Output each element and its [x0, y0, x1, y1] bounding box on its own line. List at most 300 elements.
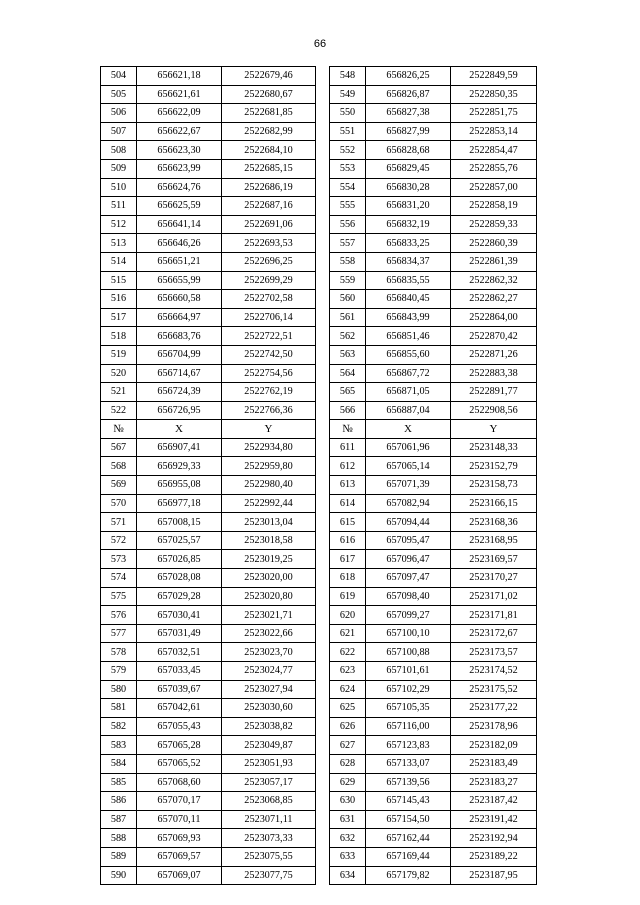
x-coordinate-cell: 657032,51 [137, 643, 222, 662]
column-gap [316, 252, 330, 271]
x-coordinate-cell: 656622,09 [137, 104, 222, 123]
point-number-cell: 507 [101, 122, 137, 141]
x-coordinate-cell: 656704,99 [137, 345, 222, 364]
x-coordinate-cell: 656714,67 [137, 364, 222, 383]
x-coordinate-cell: 657116,00 [366, 717, 451, 736]
table-row [101, 476, 537, 495]
x-coordinate-cell: 657139,56 [366, 773, 451, 792]
column-gap [316, 754, 330, 773]
point-number-cell: 578 [101, 643, 137, 662]
table-row [101, 271, 537, 290]
point-number-cell: 629 [330, 773, 366, 792]
x-coordinate-cell: 656724,39 [137, 383, 222, 402]
header-row [101, 420, 537, 439]
point-number-cell: 632 [330, 829, 366, 848]
column-header-x: X [137, 420, 222, 439]
point-number-cell: 559 [330, 271, 366, 290]
y-coordinate-cell: 2522870,42 [451, 327, 537, 346]
x-coordinate-cell: 657179,82 [366, 866, 451, 885]
y-coordinate-cell: 2523183,27 [451, 773, 537, 792]
table-row [101, 829, 537, 848]
y-coordinate-cell: 2523171,02 [451, 587, 537, 606]
point-number-cell: 624 [330, 680, 366, 699]
table-row [101, 401, 537, 420]
point-number-cell: 583 [101, 736, 137, 755]
y-coordinate-cell: 2522858,19 [451, 197, 537, 216]
y-coordinate-cell: 2523018,58 [222, 531, 316, 550]
column-gap [316, 159, 330, 178]
y-coordinate-cell: 2523158,73 [451, 476, 537, 495]
y-coordinate-cell: 2522853,14 [451, 122, 537, 141]
y-coordinate-cell: 2523027,94 [222, 680, 316, 699]
x-coordinate-cell: 657169,44 [366, 847, 451, 866]
point-number-cell: 627 [330, 736, 366, 755]
x-coordinate-cell: 656833,25 [366, 234, 451, 253]
column-gap [316, 680, 330, 699]
y-coordinate-cell: 2523177,22 [451, 699, 537, 718]
y-coordinate-cell: 2523021,71 [222, 606, 316, 625]
point-number-cell: 580 [101, 680, 137, 699]
point-number-cell: 622 [330, 643, 366, 662]
x-coordinate-cell: 656827,99 [366, 122, 451, 141]
x-coordinate-cell: 657029,28 [137, 587, 222, 606]
y-coordinate-cell: 2522864,00 [451, 308, 537, 327]
y-coordinate-cell: 2522693,53 [222, 234, 316, 253]
point-number-cell: 576 [101, 606, 137, 625]
y-coordinate-cell: 2523057,17 [222, 773, 316, 792]
x-coordinate-cell: 657100,88 [366, 643, 451, 662]
column-gap [316, 290, 330, 309]
y-coordinate-cell: 2522766,36 [222, 401, 316, 420]
point-number-cell: 574 [101, 569, 137, 588]
point-number-cell: 569 [101, 476, 137, 495]
y-coordinate-cell: 2523148,33 [451, 438, 537, 457]
table-row [101, 643, 537, 662]
column-gap [316, 569, 330, 588]
y-coordinate-cell: 2522682,99 [222, 122, 316, 141]
x-coordinate-cell: 656625,59 [137, 197, 222, 216]
table-row [101, 159, 537, 178]
point-number-cell: 577 [101, 624, 137, 643]
point-number-cell: 630 [330, 792, 366, 811]
point-number-cell: 581 [101, 699, 137, 718]
y-coordinate-cell: 2522849,59 [451, 67, 537, 86]
x-coordinate-cell: 657101,61 [366, 662, 451, 681]
x-coordinate-cell: 656621,18 [137, 67, 222, 86]
column-gap [316, 383, 330, 402]
y-coordinate-cell: 2523168,95 [451, 531, 537, 550]
point-number-cell: 554 [330, 178, 366, 197]
table-row [101, 717, 537, 736]
y-coordinate-cell: 2523170,27 [451, 569, 537, 588]
column-gap [316, 438, 330, 457]
y-coordinate-cell: 2522992,44 [222, 494, 316, 513]
point-number-cell: 522 [101, 401, 137, 420]
x-coordinate-cell: 656977,18 [137, 494, 222, 513]
x-coordinate-cell: 657028,08 [137, 569, 222, 588]
point-number-cell: 625 [330, 699, 366, 718]
x-coordinate-cell: 657070,11 [137, 810, 222, 829]
x-coordinate-cell: 657082,94 [366, 494, 451, 513]
x-coordinate-cell: 657008,15 [137, 513, 222, 532]
point-number-cell: 613 [330, 476, 366, 495]
x-coordinate-cell: 656623,30 [137, 141, 222, 160]
column-header-y: Y [222, 420, 316, 439]
column-gap [316, 476, 330, 495]
y-coordinate-cell: 2523038,82 [222, 717, 316, 736]
point-number-cell: 584 [101, 754, 137, 773]
x-coordinate-cell: 657099,27 [366, 606, 451, 625]
y-coordinate-cell: 2523024,77 [222, 662, 316, 681]
table-row [101, 847, 537, 866]
x-coordinate-cell: 657145,43 [366, 792, 451, 811]
point-number-cell: 515 [101, 271, 137, 290]
point-number-cell: 579 [101, 662, 137, 681]
y-coordinate-cell: 2523068,85 [222, 792, 316, 811]
point-number-cell: 618 [330, 569, 366, 588]
column-gap [316, 847, 330, 866]
column-gap [316, 531, 330, 550]
column-gap [316, 662, 330, 681]
point-number-cell: 508 [101, 141, 137, 160]
x-coordinate-cell: 656832,19 [366, 215, 451, 234]
point-number-cell: 586 [101, 792, 137, 811]
column-gap [316, 457, 330, 476]
point-number-cell: 626 [330, 717, 366, 736]
table-row [101, 569, 537, 588]
point-number-cell: 563 [330, 345, 366, 364]
x-coordinate-cell: 656867,72 [366, 364, 451, 383]
x-coordinate-cell: 656683,76 [137, 327, 222, 346]
x-coordinate-cell: 657105,35 [366, 699, 451, 718]
x-coordinate-cell: 657102,29 [366, 680, 451, 699]
y-coordinate-cell: 2523051,93 [222, 754, 316, 773]
x-coordinate-cell: 657069,07 [137, 866, 222, 885]
y-coordinate-cell: 2523171,81 [451, 606, 537, 625]
y-coordinate-cell: 2522722,51 [222, 327, 316, 346]
x-coordinate-cell: 657030,41 [137, 606, 222, 625]
x-coordinate-cell: 657039,67 [137, 680, 222, 699]
y-coordinate-cell: 2522685,15 [222, 159, 316, 178]
point-number-cell: 587 [101, 810, 137, 829]
y-coordinate-cell: 2522861,39 [451, 252, 537, 271]
point-number-cell: 566 [330, 401, 366, 420]
point-number-cell: 611 [330, 438, 366, 457]
y-coordinate-cell: 2523020,80 [222, 587, 316, 606]
x-coordinate-cell: 656664,97 [137, 308, 222, 327]
table-row [101, 680, 537, 699]
y-coordinate-cell: 2523019,25 [222, 550, 316, 569]
x-coordinate-cell: 657095,47 [366, 531, 451, 550]
x-coordinate-cell: 656955,08 [137, 476, 222, 495]
point-number-cell: 571 [101, 513, 137, 532]
x-coordinate-cell: 656826,25 [366, 67, 451, 86]
x-coordinate-cell: 657070,17 [137, 792, 222, 811]
column-gap [316, 494, 330, 513]
column-gap [316, 606, 330, 625]
x-coordinate-cell: 657068,60 [137, 773, 222, 792]
column-gap [316, 345, 330, 364]
table-row [101, 308, 537, 327]
column-gap [316, 308, 330, 327]
point-number-cell: 516 [101, 290, 137, 309]
point-number-cell: 617 [330, 550, 366, 569]
column-gap [316, 736, 330, 755]
point-number-cell: 557 [330, 234, 366, 253]
column-header-y: Y [451, 420, 537, 439]
x-coordinate-cell: 656851,46 [366, 327, 451, 346]
point-number-cell: 504 [101, 67, 137, 86]
page-number: 66 [313, 38, 327, 50]
x-coordinate-cell: 657154,50 [366, 810, 451, 829]
y-coordinate-cell: 2522857,00 [451, 178, 537, 197]
y-coordinate-cell: 2523191,42 [451, 810, 537, 829]
column-gap [316, 364, 330, 383]
table-row [101, 494, 537, 513]
column-header-x: X [366, 420, 451, 439]
y-coordinate-cell: 2523073,33 [222, 829, 316, 848]
x-coordinate-cell: 656827,38 [366, 104, 451, 123]
x-coordinate-cell: 656843,99 [366, 308, 451, 327]
column-gap [316, 327, 330, 346]
y-coordinate-cell: 2523022,66 [222, 624, 316, 643]
x-coordinate-cell: 657069,93 [137, 829, 222, 848]
column-header-num: № [330, 420, 366, 439]
point-number-cell: 517 [101, 308, 137, 327]
table-row [101, 122, 537, 141]
point-number-cell: 621 [330, 624, 366, 643]
x-coordinate-cell: 656651,21 [137, 252, 222, 271]
column-gap [316, 624, 330, 643]
point-number-cell: 582 [101, 717, 137, 736]
table-row [101, 736, 537, 755]
table-row [101, 252, 537, 271]
y-coordinate-cell: 2523189,22 [451, 847, 537, 866]
point-number-cell: 633 [330, 847, 366, 866]
column-gap [316, 141, 330, 160]
y-coordinate-cell: 2522687,16 [222, 197, 316, 216]
y-coordinate-cell: 2523071,11 [222, 810, 316, 829]
point-number-cell: 551 [330, 122, 366, 141]
table-row [101, 754, 537, 773]
column-gap [316, 513, 330, 532]
table-row [101, 104, 537, 123]
point-number-cell: 614 [330, 494, 366, 513]
x-coordinate-cell: 656929,33 [137, 457, 222, 476]
column-gap [316, 699, 330, 718]
point-number-cell: 565 [330, 383, 366, 402]
point-number-cell: 585 [101, 773, 137, 792]
y-coordinate-cell: 2523168,36 [451, 513, 537, 532]
x-coordinate-cell: 656855,60 [366, 345, 451, 364]
column-gap [316, 773, 330, 792]
column-gap [316, 401, 330, 420]
y-coordinate-cell: 2522696,25 [222, 252, 316, 271]
y-coordinate-cell: 2522980,40 [222, 476, 316, 495]
table-row [101, 513, 537, 532]
x-coordinate-cell: 656622,67 [137, 122, 222, 141]
point-number-cell: 549 [330, 85, 366, 104]
point-number-cell: 560 [330, 290, 366, 309]
column-gap [316, 792, 330, 811]
point-number-cell: 548 [330, 67, 366, 86]
point-number-cell: 555 [330, 197, 366, 216]
x-coordinate-cell: 656840,45 [366, 290, 451, 309]
y-coordinate-cell: 2522691,06 [222, 215, 316, 234]
x-coordinate-cell: 656831,20 [366, 197, 451, 216]
point-number-cell: 513 [101, 234, 137, 253]
y-coordinate-cell: 2522684,10 [222, 141, 316, 160]
y-coordinate-cell: 2522860,39 [451, 234, 537, 253]
y-coordinate-cell: 2522699,29 [222, 271, 316, 290]
x-coordinate-cell: 657097,47 [366, 569, 451, 588]
column-gap [316, 234, 330, 253]
y-coordinate-cell: 2522855,76 [451, 159, 537, 178]
x-coordinate-cell: 657031,49 [137, 624, 222, 643]
y-coordinate-cell: 2522706,14 [222, 308, 316, 327]
x-coordinate-cell: 657133,07 [366, 754, 451, 773]
point-number-cell: 556 [330, 215, 366, 234]
y-coordinate-cell: 2523013,04 [222, 513, 316, 532]
x-coordinate-cell: 656907,41 [137, 438, 222, 457]
x-coordinate-cell: 657100,10 [366, 624, 451, 643]
y-coordinate-cell: 2523030,60 [222, 699, 316, 718]
point-number-cell: 552 [330, 141, 366, 160]
point-number-cell: 505 [101, 85, 137, 104]
x-coordinate-cell: 657042,61 [137, 699, 222, 718]
point-number-cell: 575 [101, 587, 137, 606]
column-gap [316, 122, 330, 141]
point-number-cell: 564 [330, 364, 366, 383]
column-gap [316, 829, 330, 848]
point-number-cell: 512 [101, 215, 137, 234]
y-coordinate-cell: 2523077,75 [222, 866, 316, 885]
table-row [101, 141, 537, 160]
x-coordinate-cell: 656828,68 [366, 141, 451, 160]
x-coordinate-cell: 656829,45 [366, 159, 451, 178]
y-coordinate-cell: 2523178,96 [451, 717, 537, 736]
point-number-cell: 521 [101, 383, 137, 402]
x-coordinate-cell: 657071,39 [366, 476, 451, 495]
point-number-cell: 511 [101, 197, 137, 216]
column-gap [316, 587, 330, 606]
x-coordinate-cell: 657065,28 [137, 736, 222, 755]
y-coordinate-cell: 2522850,35 [451, 85, 537, 104]
y-coordinate-cell: 2522851,75 [451, 104, 537, 123]
point-number-cell: 590 [101, 866, 137, 885]
y-coordinate-cell: 2522762,19 [222, 383, 316, 402]
y-coordinate-cell: 2523187,42 [451, 792, 537, 811]
table-row [101, 457, 537, 476]
y-coordinate-cell: 2522679,46 [222, 67, 316, 86]
table-row [101, 364, 537, 383]
point-number-cell: 620 [330, 606, 366, 625]
table-row [101, 866, 537, 885]
table-row [101, 699, 537, 718]
table-row [101, 67, 537, 86]
point-number-cell: 514 [101, 252, 137, 271]
y-coordinate-cell: 2522883,38 [451, 364, 537, 383]
y-coordinate-cell: 2523175,52 [451, 680, 537, 699]
x-coordinate-cell: 656621,61 [137, 85, 222, 104]
x-coordinate-cell: 656726,95 [137, 401, 222, 420]
coordinates-table [100, 66, 537, 885]
table-row [101, 438, 537, 457]
y-coordinate-cell: 2523183,49 [451, 754, 537, 773]
x-coordinate-cell: 657162,44 [366, 829, 451, 848]
table-row [101, 290, 537, 309]
y-coordinate-cell: 2523192,94 [451, 829, 537, 848]
point-number-cell: 558 [330, 252, 366, 271]
point-number-cell: 509 [101, 159, 137, 178]
point-number-cell: 615 [330, 513, 366, 532]
x-coordinate-cell: 656871,05 [366, 383, 451, 402]
y-coordinate-cell: 2523152,79 [451, 457, 537, 476]
column-gap [316, 67, 330, 86]
x-coordinate-cell: 657065,52 [137, 754, 222, 773]
point-number-cell: 628 [330, 754, 366, 773]
column-gap [316, 550, 330, 569]
x-coordinate-cell: 657033,45 [137, 662, 222, 681]
table-row [101, 550, 537, 569]
table-row [101, 792, 537, 811]
column-gap [316, 104, 330, 123]
point-number-cell: 570 [101, 494, 137, 513]
y-coordinate-cell: 2523172,67 [451, 624, 537, 643]
point-number-cell: 616 [330, 531, 366, 550]
point-number-cell: 572 [101, 531, 137, 550]
y-coordinate-cell: 2523075,55 [222, 847, 316, 866]
y-coordinate-cell: 2523174,52 [451, 662, 537, 681]
y-coordinate-cell: 2522859,33 [451, 215, 537, 234]
x-coordinate-cell: 656660,58 [137, 290, 222, 309]
point-number-cell: 568 [101, 457, 137, 476]
table-row [101, 810, 537, 829]
x-coordinate-cell: 656641,14 [137, 215, 222, 234]
point-number-cell: 573 [101, 550, 137, 569]
point-number-cell: 550 [330, 104, 366, 123]
point-number-cell: 561 [330, 308, 366, 327]
column-gap [316, 420, 330, 439]
point-number-cell: 623 [330, 662, 366, 681]
y-coordinate-cell: 2522742,50 [222, 345, 316, 364]
table-row [101, 178, 537, 197]
table-row [101, 773, 537, 792]
y-coordinate-cell: 2523169,57 [451, 550, 537, 569]
column-gap [316, 178, 330, 197]
y-coordinate-cell: 2522702,58 [222, 290, 316, 309]
y-coordinate-cell: 2523173,57 [451, 643, 537, 662]
y-coordinate-cell: 2523049,87 [222, 736, 316, 755]
x-coordinate-cell: 657055,43 [137, 717, 222, 736]
x-coordinate-cell: 657026,85 [137, 550, 222, 569]
x-coordinate-cell: 656646,26 [137, 234, 222, 253]
point-number-cell: 612 [330, 457, 366, 476]
point-number-cell: 589 [101, 847, 137, 866]
x-coordinate-cell: 656834,37 [366, 252, 451, 271]
x-coordinate-cell: 657069,57 [137, 847, 222, 866]
y-coordinate-cell: 2522934,80 [222, 438, 316, 457]
x-coordinate-cell: 657096,47 [366, 550, 451, 569]
point-number-cell: 567 [101, 438, 137, 457]
table-row [101, 606, 537, 625]
table-row [101, 531, 537, 550]
x-coordinate-cell: 656655,99 [137, 271, 222, 290]
y-coordinate-cell: 2522686,19 [222, 178, 316, 197]
x-coordinate-cell: 657025,57 [137, 531, 222, 550]
y-coordinate-cell: 2523020,00 [222, 569, 316, 588]
table-row [101, 234, 537, 253]
